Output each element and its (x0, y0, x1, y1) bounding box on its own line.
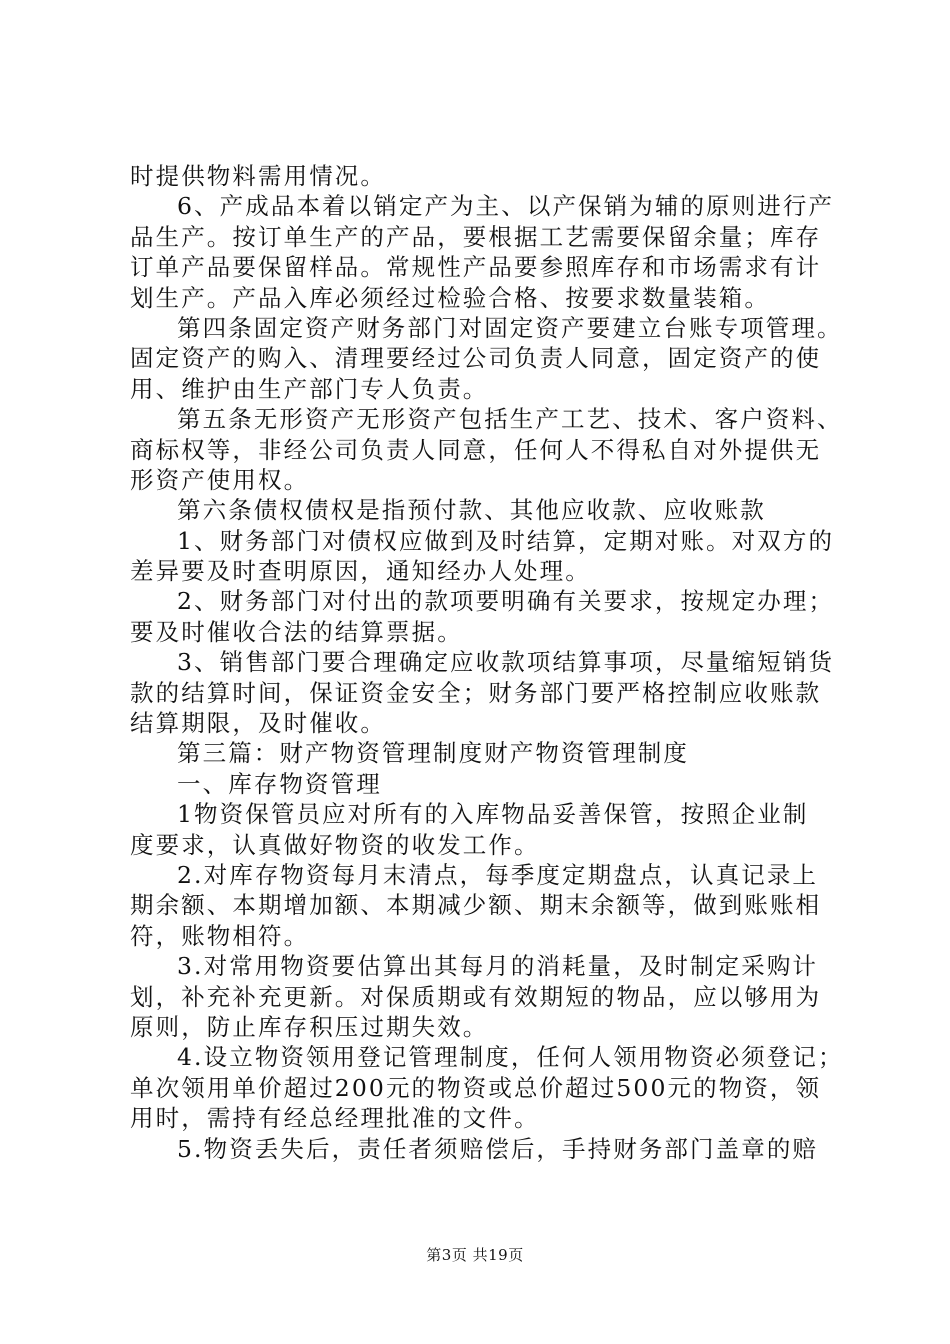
text-line: 结算期限，及时催收。 (130, 709, 386, 738)
text-line: 时提供物料需用情况。 (130, 162, 386, 190)
text-line: 2.对库存物资每月末清点，每季度定期盘点，认真记录上 (177, 860, 819, 889)
page-number-footer: 第3页 共19页 (426, 1246, 524, 1264)
text-line: 用时，需持有经总经理批准的文件。 (130, 1104, 540, 1133)
text-line: 3.对常用物资要估算出其每月的消耗量，及时制定采购计 (177, 952, 819, 981)
text-line: 期余额、本期增加额、本期减少额、期末余额等，做到账账相 (130, 891, 822, 920)
text-line: 划，补充补充更新。对保质期或有效期短的物品，应以够用为 (130, 982, 822, 1011)
text-line: 划生产。产品入库必须经过检验合格、按要求数量装箱。 (130, 283, 770, 312)
text-line: 固定资产的购入、清理要经过公司负责人同意，固定资产的使 (130, 344, 822, 373)
text-line: 原则，防止库存积压过期失效。 (130, 1012, 489, 1041)
text-line: 第四条固定资产财务部门对固定资产要建立台账专项管理。 (177, 313, 843, 342)
section-heading: 第三篇：财产物资管理制度财产物资管理制度 (177, 739, 689, 768)
text-line: 1、财务部门对债权应做到及时结算，定期对账。对双方的 (177, 526, 835, 555)
text-line: 度要求，认真做好物资的收发工作。 (130, 830, 540, 859)
text-line: 订单产品要保留样品。常规性产品要参照库存和市场需求有计 (130, 253, 822, 282)
text-line: 4.设立物资领用登记管理制度，任何人领用物资必须登记； (177, 1043, 844, 1072)
text-line: 形资产使用权。 (130, 465, 310, 494)
subsection-heading: 一、库存物资管理 (177, 769, 382, 798)
text-line: 款的结算时间，保证资金安全；财务部门要严格控制应收账款 (130, 678, 822, 707)
text-line: 2、财务部门对付出的款项要明确有关要求，按规定办理； (177, 587, 835, 616)
text-line: 商标权等，非经公司负责人同意，任何人不得私自对外提供无 (130, 435, 822, 464)
text-line: 6、产成品本着以销定产为主、以产保销为辅的原则进行产 (177, 192, 835, 221)
text-line: 符，账物相符。 (130, 921, 310, 950)
text-line: 要及时催收合法的结算票据。 (130, 617, 463, 646)
text-line: 1物资保管员应对所有的入库物品妥善保管，按照企业制 (177, 800, 809, 829)
document-body (130, 161, 844, 1164)
text-line: 差异要及时查明原因，通知经办人处理。 (130, 557, 591, 586)
text-line: 5.物资丢失后，责任者须赔偿后，手持财务部门盖章的赔 (177, 1134, 819, 1163)
text-line: 用、维护由生产部门专人负责。 (130, 374, 489, 403)
text-line: 第五条无形资产无形资产包括生产工艺、技术、客户资料、 (177, 405, 843, 434)
text-line: 单次领用单价超过200元的物资或总价超过500元的物资，领 (130, 1073, 822, 1102)
text-line: 品生产。按订单生产的产品，要根据工艺需要保留余量；库存 (130, 222, 822, 251)
text-line: 3、销售部门要合理确定应收款项结算事项，尽量缩短销货 (177, 648, 835, 677)
text-line: 第六条债权债权是指预付款、其他应收款、应收账款 (177, 496, 766, 525)
